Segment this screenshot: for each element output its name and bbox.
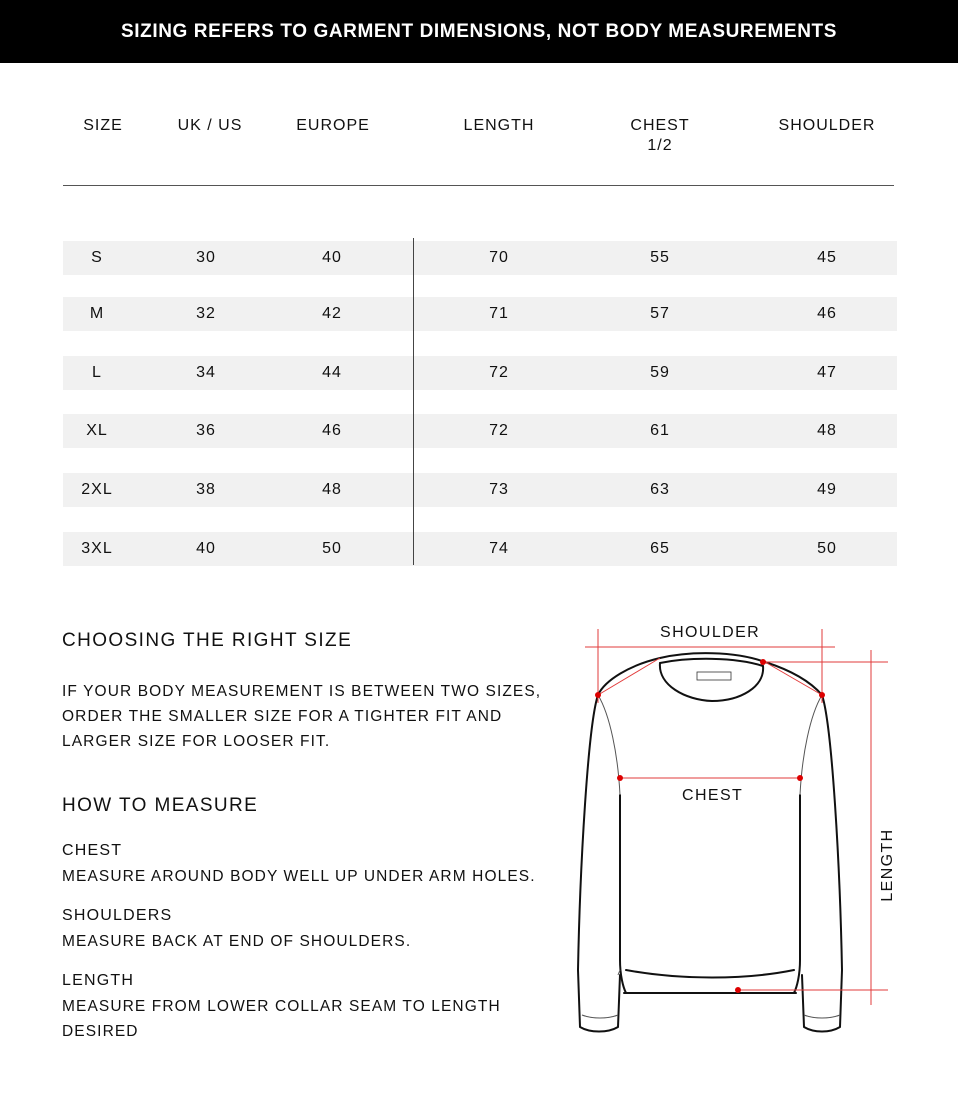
measure-chest-text: MEASURE AROUND BODY WELL UP UNDER ARM HOLES.	[62, 868, 536, 885]
table-row	[63, 473, 897, 507]
column-divider	[413, 238, 414, 565]
header-shoulder	[779, 116, 876, 136]
measurement-points	[595, 659, 825, 993]
measure-shoulders-title: SHOULDERS	[62, 907, 173, 924]
cell-length: 73	[489, 481, 509, 498]
diagram-shoulder-label: SHOULDER	[660, 624, 761, 641]
cell-chest: 65	[650, 540, 670, 557]
measure-length-text: MEASURE FROM LOWER COLLAR SEAM TO LENGTH DESIRED	[62, 998, 501, 1040]
cell-size: L	[92, 364, 102, 381]
header-chest-sublabel: 1/2	[647, 137, 673, 154]
header-europe	[296, 116, 370, 136]
header-uk-us-label: UK / US	[177, 117, 243, 134]
brand-tag-icon	[697, 672, 731, 680]
cell-shoulder: 48	[817, 422, 837, 439]
cell-europe: 50	[322, 540, 342, 557]
cell-uk-us: 34	[196, 364, 216, 381]
cell-uk-us: 32	[196, 305, 216, 322]
cell-europe: 46	[322, 422, 342, 439]
header-size-label: SIZE	[83, 117, 123, 134]
cell-uk-us: 40	[196, 540, 216, 557]
table-row	[63, 414, 897, 448]
cell-europe: 42	[322, 305, 342, 322]
header-chest	[630, 116, 689, 156]
header-uk-us	[178, 116, 243, 136]
cell-length: 74	[489, 540, 509, 557]
cell-length: 72	[489, 364, 509, 381]
cell-size: S	[91, 249, 103, 266]
cell-shoulder: 49	[817, 481, 837, 498]
measurement-guides	[585, 629, 888, 1005]
header-shoulder-label: SHOULDER	[778, 117, 876, 134]
header-divider	[63, 185, 894, 186]
cell-length: 70	[489, 249, 509, 266]
cell-size: M	[89, 305, 105, 322]
measure-shoulders-text: MEASURE BACK AT END OF SHOULDERS.	[62, 933, 412, 950]
header-size	[83, 116, 123, 136]
measure-chest-title: CHEST	[62, 842, 123, 859]
cell-europe: 44	[322, 364, 342, 381]
cell-size: XL	[86, 422, 108, 439]
how-to-measure-title: HOW TO MEASURE	[62, 795, 259, 816]
choosing-size-text: IF YOUR BODY MEASUREMENT IS BETWEEN TWO SIZES, ORDER THE SMALLER SIZE FOR A TIGHTER FIT AND LARGER SIZE FOR LOOSER FIT.	[62, 683, 542, 750]
cell-length: 71	[489, 305, 509, 322]
header-chest-label: CHEST	[630, 117, 690, 134]
cell-shoulder: 50	[817, 540, 837, 557]
header-length	[464, 116, 535, 136]
cell-uk-us: 38	[196, 481, 216, 498]
cell-shoulder: 47	[817, 364, 837, 381]
header-length-label: LENGTH	[463, 117, 535, 134]
table-row	[63, 356, 897, 390]
cell-chest: 55	[650, 249, 670, 266]
cell-shoulder: 46	[817, 305, 837, 322]
cell-shoulder: 45	[817, 249, 837, 266]
measure-length-title: LENGTH	[62, 972, 135, 989]
sweater-measurement-diagram	[560, 615, 940, 1055]
cell-chest: 59	[650, 364, 670, 381]
cell-length: 72	[489, 422, 509, 439]
cell-uk-us: 36	[196, 422, 216, 439]
table-row	[63, 297, 897, 331]
cell-size: 3XL	[81, 540, 113, 557]
cell-uk-us: 30	[196, 249, 216, 266]
cell-size: 2XL	[81, 481, 113, 498]
sizing-notice-banner: SIZING REFERS TO GARMENT DIMENSIONS, NOT BODY MEASUREMENTS	[0, 0, 958, 63]
table-row	[63, 241, 897, 275]
choosing-size-title: CHOOSING THE RIGHT SIZE	[62, 630, 353, 651]
cell-chest: 61	[650, 422, 670, 439]
cell-chest: 57	[650, 305, 670, 322]
cell-europe: 48	[322, 481, 342, 498]
header-europe-label: EUROPE	[296, 117, 370, 134]
diagram-chest-label: CHEST	[682, 787, 744, 804]
diagram-length-label: LENGTH	[879, 828, 896, 902]
cell-europe: 40	[322, 249, 342, 266]
table-row	[63, 532, 897, 566]
cell-chest: 63	[650, 481, 670, 498]
